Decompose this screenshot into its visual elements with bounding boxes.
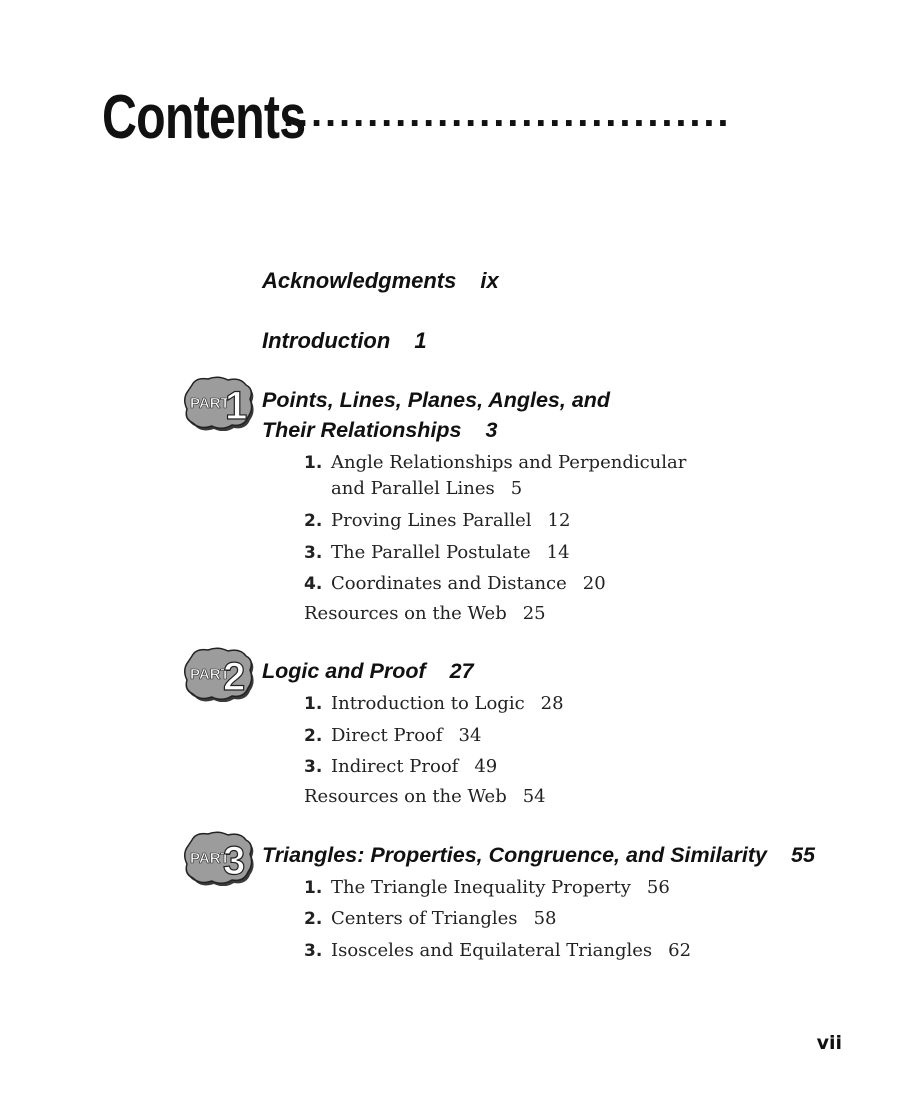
chapter-number: 2. [304, 511, 323, 531]
chapter-page: 58 [533, 908, 557, 929]
svg-text:PART: PART [190, 395, 230, 412]
resources-page: 25 [522, 603, 546, 624]
chapter-page: 14 [546, 542, 570, 563]
chapter-title: Angle Relationships and Perpendicular [331, 452, 687, 473]
chapter-title: The Triangle Inequality Property [331, 877, 631, 898]
title-leader-dots: ................................ [283, 91, 732, 135]
chapter-title: Introduction to Logic [331, 693, 525, 714]
part-2-heading[interactable] [262, 656, 474, 686]
chapter-page: 5 [510, 478, 523, 499]
entry-label: Acknowledgments [262, 268, 457, 293]
resources-label: Resources on the Web [304, 786, 507, 807]
part-title-line1: Points, Lines, Planes, Angles, and [262, 388, 611, 412]
chapter-title-cont: and Parallel Lines [331, 478, 495, 499]
resources-label: Resources on the Web [304, 603, 507, 624]
page-folio: vii [816, 1032, 842, 1054]
chapter-entry[interactable] [304, 571, 606, 597]
entry-label: Introduction [262, 328, 391, 353]
resources-entry[interactable] [304, 786, 546, 807]
chapter-entry[interactable] [304, 875, 670, 901]
part-title: Logic and Proof [262, 659, 426, 683]
part-2-badge-icon [182, 646, 254, 702]
svg-text:3: 3 [223, 839, 246, 883]
chapter-title: The Parallel Postulate [331, 542, 531, 563]
resources-page: 54 [522, 786, 546, 807]
part-page: 3 [485, 418, 498, 442]
svg-text:1: 1 [225, 384, 248, 428]
chapter-page: 12 [547, 510, 571, 531]
chapter-number: 1. [304, 878, 323, 898]
chapter-title: Proving Lines Parallel [331, 510, 532, 531]
entry-page: ix [480, 268, 499, 293]
chapter-page: 56 [646, 877, 670, 898]
part-3-heading[interactable] [262, 840, 815, 870]
chapter-page: 34 [458, 725, 482, 746]
chapter-entry[interactable] [304, 691, 564, 717]
svg-text:PART: PART [190, 666, 230, 683]
chapter-entry[interactable] [304, 450, 686, 502]
chapter-number: 2. [304, 726, 323, 746]
chapter-entry[interactable] [304, 508, 570, 534]
chapter-entry[interactable] [304, 938, 691, 964]
chapter-entry[interactable] [304, 754, 497, 780]
entry-page: 1 [414, 328, 427, 353]
svg-text:PART: PART [190, 850, 230, 867]
part-page: 27 [449, 659, 474, 683]
chapter-entry[interactable] [304, 540, 570, 566]
chapter-number: 3. [304, 941, 323, 961]
chapter-page: 28 [540, 693, 564, 714]
chapter-number: 1. [304, 453, 323, 473]
svg-text:2: 2 [223, 655, 246, 699]
chapter-title: Indirect Proof [331, 756, 459, 777]
part-title: Triangles: Properties, Congruence, and Similarity [262, 843, 767, 867]
chapter-number: 4. [304, 574, 323, 594]
chapter-number: 1. [304, 694, 323, 714]
chapter-title: Isosceles and Equilateral Triangles [331, 940, 653, 961]
chapter-page: 62 [668, 940, 692, 961]
chapter-number: 2. [304, 909, 323, 929]
part-title-line2: Their Relationships [262, 418, 462, 442]
part-3-badge-icon [182, 830, 254, 886]
chapter-entry[interactable] [304, 723, 481, 749]
toc-entry-introduction[interactable] [262, 328, 427, 354]
chapter-title: Coordinates and Distance [331, 573, 567, 594]
part-page: 55 [791, 843, 815, 867]
chapter-number: 3. [304, 543, 323, 563]
chapter-number: 3. [304, 757, 323, 777]
chapter-title: Centers of Triangles [331, 908, 518, 929]
chapter-entry[interactable] [304, 906, 556, 932]
chapter-title: Direct Proof [331, 725, 443, 746]
part-1-heading[interactable] [262, 385, 610, 445]
chapter-page: 20 [582, 573, 606, 594]
part-1-badge-icon [182, 375, 254, 431]
resources-entry[interactable] [304, 603, 546, 624]
toc-entry-acknowledgments[interactable] [262, 268, 499, 294]
page-title: Contents [102, 83, 306, 152]
chapter-page: 49 [474, 756, 498, 777]
